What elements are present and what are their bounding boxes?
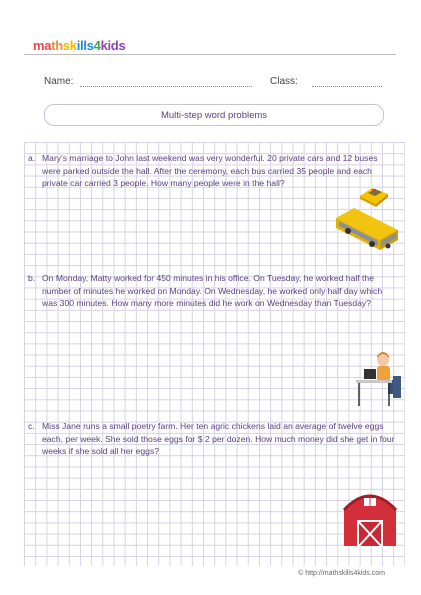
logo-part: th	[51, 38, 63, 53]
logo-part: ma	[33, 38, 52, 53]
bus-illustration	[334, 206, 400, 254]
logo-part: ills	[76, 38, 94, 53]
logo-part: sk	[62, 38, 77, 53]
person-at-desk-illustration	[355, 350, 403, 408]
worksheet-title: Multi-step word problems	[44, 104, 384, 126]
problem-text: On Monday, Matty worked for 450 minutes in his office. On Tuesday, he worked half the number of minutes he worked on Monday. On Wednesday, he worked only half day which was 300 minutes. How many more minutes did he work on Wednesday than Tuesday?	[42, 273, 383, 308]
logo-part: 4	[93, 38, 101, 53]
logo-part: kids	[100, 38, 126, 53]
name-label: Name:	[44, 76, 74, 87]
problem-text: Miss Jane runs a small poetry farm. Her ten agric chickens laid an average of twelve eggs each, per week. She sold those eggs for $ 2 per dozen. How much money did she get in four weeks if she sold all her eggs?	[42, 421, 395, 456]
taxi-illustration	[358, 184, 392, 208]
barn-illustration	[340, 486, 400, 548]
class-label: Class:	[270, 76, 298, 87]
problem-letter: a.	[28, 153, 36, 163]
problem-letter: c.	[28, 421, 35, 431]
footer-url: © http://mathskills4kids.com	[298, 570, 385, 577]
problem-letter: b.	[28, 273, 36, 283]
name-field[interactable]	[80, 86, 252, 87]
problem-text: Mary's marriage to John last weekend was very wonderful. 20 private cars and 12 buses were parked outside the hall. After the ceremony, each bus carried 35 people and each private car carried 3 people. How many people were in the hall?	[42, 153, 378, 188]
header-divider	[24, 54, 396, 55]
class-field[interactable]	[312, 86, 382, 87]
logo	[33, 38, 125, 53]
